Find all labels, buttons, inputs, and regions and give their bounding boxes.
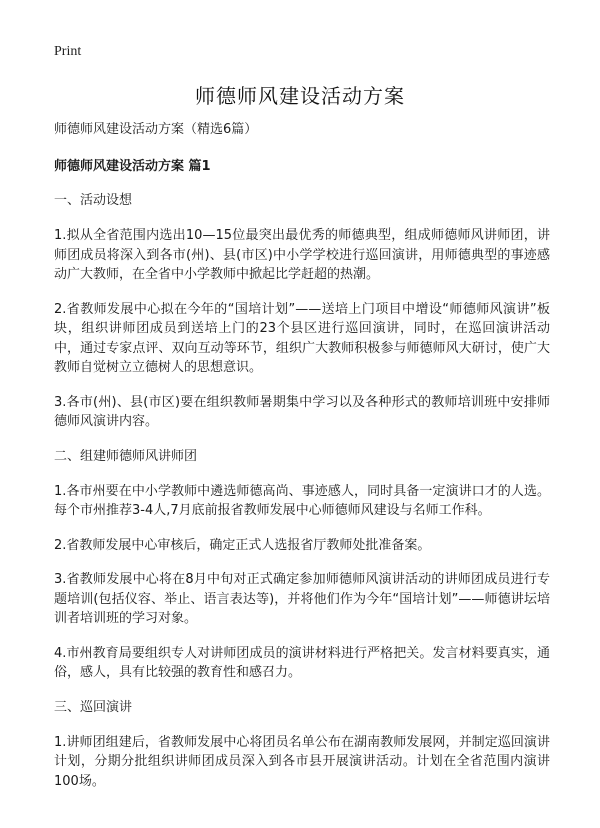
paragraph-1-1: 1.拟从全省范围内选出10—15位最突出最优秀的师德典型，组成师德师风讲师团，讲师团成员将深入到各市(州)、县(市区)中小学学校进行巡回演讲，用师德典型的事迹感动广大教师，在全省中小学教师中掀起比学赶超的热潮。 bbox=[54, 228, 550, 282]
document-body bbox=[54, 120, 550, 806]
paragraph-1-3: 3.各市(州)、县(市区)要在组织教师暑期集中学习以及各种形式的教师培训班中安排师德师风演讲内容。 bbox=[54, 394, 550, 429]
paragraph-2-4: 4.市州教育局要组织专人对讲师团成员的演讲材料进行严格把关。发言材料要真实，通俗，感人，具有比较强的教育性和感召力。 bbox=[54, 645, 550, 680]
paragraph-2-3: 3.省教师发展中心将在8月中旬对正式确定参加师德师风演讲活动的讲师团成员进行专题培训(包括仪容、举止、语言表达等)，并将他们作为今年“国培计划”——师德讲坛培训者培训班的学习对象。 bbox=[54, 572, 550, 626]
paragraph-3-1: 1.讲师团组建后，省教师发展中心将团员名单公布在湖南教师发展网，并制定巡回演讲计划，分期分批组织讲师团成员深入到各市县开展演讲活动。计划在全省范围内演讲100场。 bbox=[54, 734, 550, 789]
article-title: 师德师风建设活动方案 篇1 bbox=[54, 159, 211, 174]
document-subtitle: 师德师风建设活动方案（精选6篇） bbox=[54, 122, 258, 137]
section-heading-1: 一、活动设想 bbox=[54, 193, 133, 208]
paragraph-1-2: 2.省教师发展中心拟在今年的“国培计划”——送培上门项目中增设“师德师风演讲”板块，组织讲师团成员到送培上门的23个县区进行巡回演讲，同时，在巡回演讲活动中，通过专家点评、双向互动等环节，组织广大教师积极参与师德师风大研讨，使广大教师自觉树立立德树人的思想意识。 bbox=[54, 301, 550, 375]
paragraph-2-1: 1.各市州要在中小学教师中遴选师德高尚、事迹感人，同时具备一定演讲口才的人选。每个市州推荐3-4人,7月底前报省教师发展中心师德师风建设与名师工作科。 bbox=[54, 483, 550, 518]
section-heading-3: 三、巡回演讲 bbox=[54, 699, 133, 715]
document-title: 师德师风建设活动方案 bbox=[195, 84, 405, 108]
print-label: Print bbox=[54, 44, 82, 59]
paragraph-2-2: 2.省教师发展中心审核后，确定正式人选报省厅教师处批准备案。 bbox=[54, 537, 431, 553]
section-heading-2: 二、组建师德师风讲师团 bbox=[54, 448, 198, 464]
